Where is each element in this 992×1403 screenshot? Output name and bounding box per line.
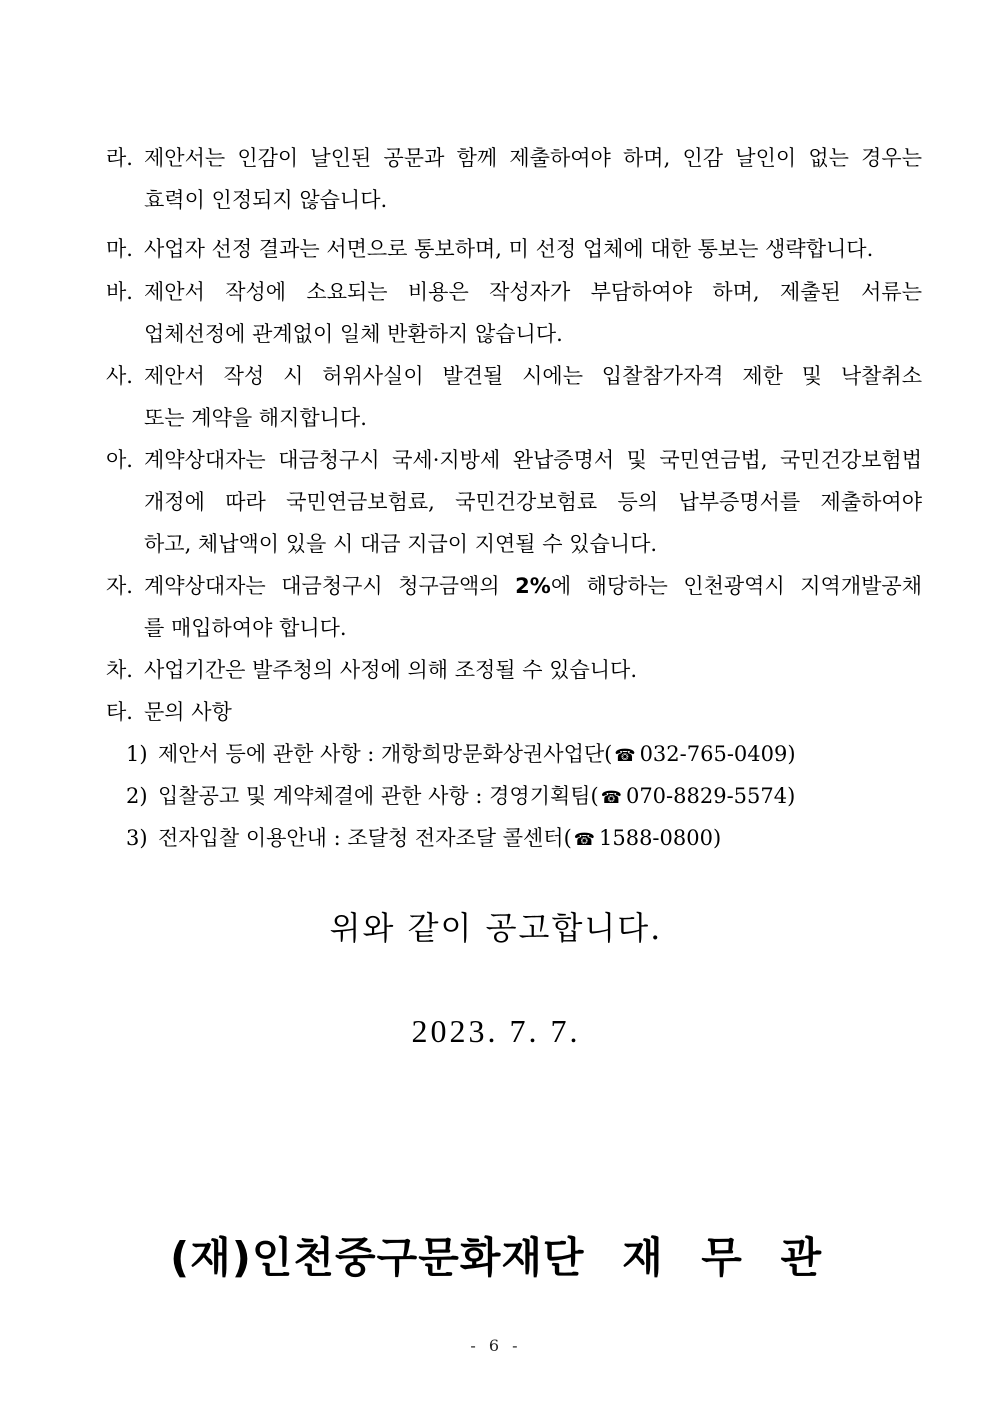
contact-number: 2) xyxy=(126,784,148,808)
contact-item-2 xyxy=(126,775,795,819)
page-number: - 6 - xyxy=(470,1336,522,1355)
item-line xyxy=(106,649,922,691)
item-marker: 라. xyxy=(106,146,133,170)
item-text: 사업자 선정 결과는 서면으로 통보하며, 미 선정 업체에 대한 통보는 생략합니다. xyxy=(144,237,874,261)
contact-number: 1) xyxy=(126,742,148,766)
notice-item-ra xyxy=(106,137,922,221)
item-line xyxy=(106,228,922,270)
item-text: 에 해당하는 인천광역시 지역개발공채 xyxy=(550,574,922,598)
item-line xyxy=(106,691,922,733)
item-line xyxy=(106,271,922,313)
item-text: 계약상대자는 대금청구시 청구금액의 xyxy=(144,574,516,598)
issuing-organization: (재)인천중구문화재단 재 무 관 xyxy=(169,1233,823,1282)
notice-item-ja xyxy=(106,565,922,649)
notice-item-cha xyxy=(106,649,922,691)
item-marker: 자. xyxy=(106,574,133,598)
notice-item-a xyxy=(106,439,922,565)
item-marker: 마. xyxy=(106,237,133,261)
phone-icon: ☎ xyxy=(614,746,636,766)
item-marker: 사. xyxy=(106,364,133,388)
contact-phone: 032-765-0409) xyxy=(639,742,796,766)
contact-text: 전자입찰 이용안내 : 조달청 전자조달 콜센터( xyxy=(158,826,572,850)
item-line xyxy=(106,565,922,607)
item-line xyxy=(106,439,922,481)
closing-statement: 위와 같이 공고합니다. xyxy=(329,909,663,947)
phone-icon: ☎ xyxy=(573,830,595,850)
item-continuation: 하고, 체납액이 있을 시 대금 지급이 지연될 수 있습니다. xyxy=(144,532,658,556)
bond-percentage: 2% xyxy=(515,574,551,598)
contact-phone: 1588-0800) xyxy=(598,826,722,850)
item-text: 사업기간은 발주청의 사정에 의해 조정될 수 있습니다. xyxy=(144,658,638,682)
item-marker: 바. xyxy=(106,280,133,304)
notice-item-sa xyxy=(106,355,922,439)
item-marker: 타. xyxy=(106,700,133,724)
contact-item-1 xyxy=(126,733,796,777)
item-continuation: 또는 계약을 해지합니다. xyxy=(144,406,367,430)
item-text: 제안서 작성 시 허위사실이 발견될 시에는 입찰참가자격 제한 및 낙찰취소 xyxy=(144,364,922,388)
phone-icon: ☎ xyxy=(600,788,622,808)
item-line xyxy=(106,355,922,397)
item-text: 문의 사항 xyxy=(144,700,232,724)
contact-item-3 xyxy=(126,817,721,861)
item-text: 계약상대자는 대금청구시 국세·지방세 완납증명서 및 국민연금법, 국민건강보험법 xyxy=(144,448,922,472)
contact-text: 입찰공고 및 계약체결에 관한 사항 : 경영기획팀( xyxy=(158,784,599,808)
item-continuation: 개정에 따라 국민연금보험료, 국민건강보험료 등의 납부증명서를 제출하여야 xyxy=(144,490,922,514)
contact-number: 3) xyxy=(126,826,148,850)
item-continuation: 효력이 인정되지 않습니다. xyxy=(144,188,388,212)
notice-item-ta xyxy=(106,691,922,733)
contact-phone: 070-8829-5574) xyxy=(625,784,796,808)
contact-text: 제안서 등에 관한 사항 : 개항희망문화상권사업단( xyxy=(158,742,613,766)
notice-item-ma xyxy=(106,228,922,270)
item-continuation: 를 매입하여야 합니다. xyxy=(144,616,347,640)
item-marker: 아. xyxy=(106,448,133,472)
item-line xyxy=(106,137,922,179)
item-marker: 차. xyxy=(106,658,133,682)
notice-item-ba xyxy=(106,271,922,355)
item-text: 제안서 작성에 소요되는 비용은 작성자가 부담하여야 하며, 제출된 서류는 xyxy=(144,280,922,304)
announcement-date: 2023. 7. 7. xyxy=(411,1013,581,1049)
item-continuation: 업체선정에 관계없이 일체 반환하지 않습니다. xyxy=(144,322,563,346)
item-text: 제안서는 인감이 날인된 공문과 함께 제출하여야 하며, 인감 날인이 없는 경우는 xyxy=(144,146,922,170)
